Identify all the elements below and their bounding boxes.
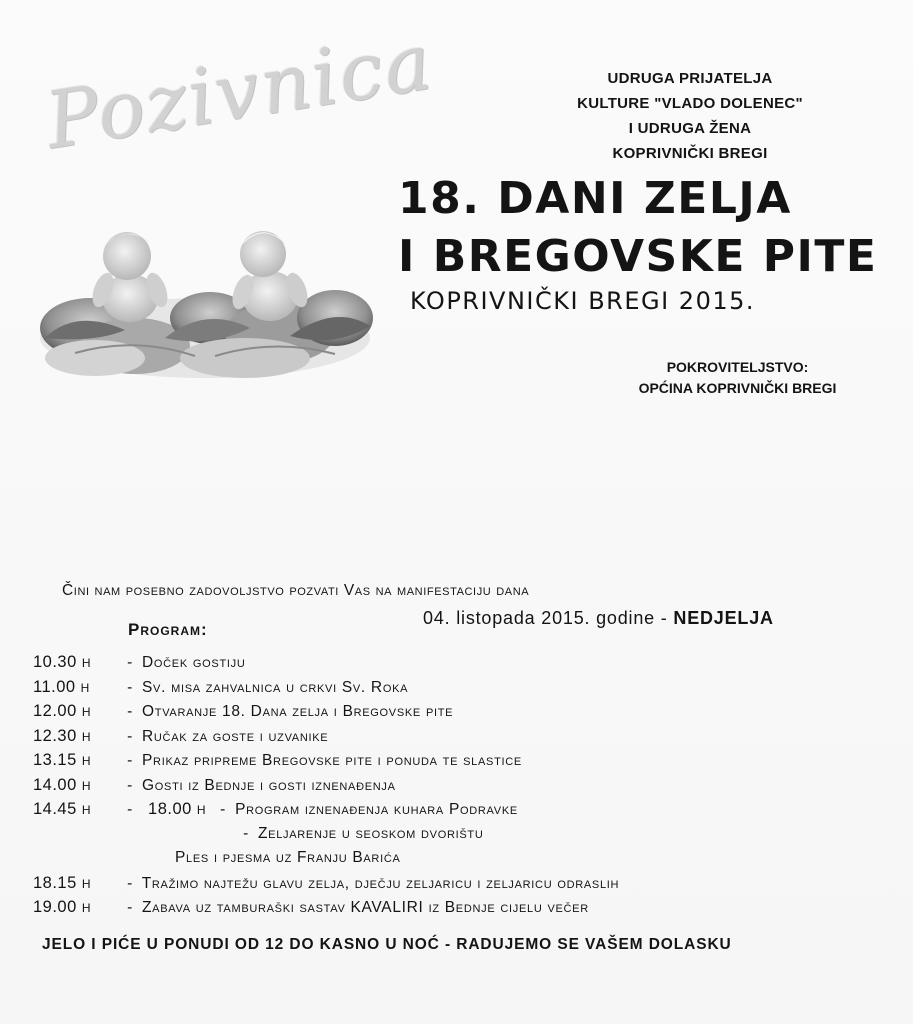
event-date [423, 608, 774, 629]
closing-line: JELO I PIĆE U PONUDI OD 12 DO KASNO U NOĆ - RADUJEMO SE VAŠEM DOLASKU [42, 936, 732, 953]
schedule-item: - Zeljarenje u seoskom dvorištu [243, 824, 484, 842]
event-date-text: 04. listopada 2015. godine [423, 608, 655, 628]
schedule-text: Gosti iz Bednje i gosti iznenađenja [142, 776, 396, 794]
schedule-time: 10.30 h [33, 653, 92, 671]
babies-in-cabbages-image [35, 218, 375, 383]
schedule-time: 18.15 h [33, 873, 92, 892]
schedule-text: Sv. misa zahvalnica u crkvi Sv. Roka [142, 678, 409, 696]
schedule-text: Otvaranje 18. Dana zelja i Bregovske pite [142, 703, 454, 720]
organizer-line: I UDRUGA ŽENA [628, 120, 752, 137]
organizer-line: KOPRIVNIČKI BREGI [612, 145, 768, 162]
schedule-list [33, 650, 893, 920]
schedule-time: 11.00 h [33, 677, 90, 696]
script-title: Pozivnica [40, 17, 440, 167]
schedule-item: 12.30 h - Ručak za goste i uzvanike [33, 724, 893, 749]
schedule-item: 10.30 h - Doček gostiju [33, 650, 893, 675]
patron-label: POKROVITELJSTVO: [666, 359, 809, 375]
organizer-line: UDRUGA PRIJATELJA [607, 70, 773, 87]
event-title [398, 170, 877, 286]
event-title-line1: 18. DANI ZELJA [398, 173, 792, 224]
patronage [600, 357, 875, 399]
schedule-time: 14.45 h [33, 800, 92, 818]
schedule-text: Zeljarenje u seoskom dvorištu [258, 824, 484, 842]
schedule-item: 12.00 h - Otvaranje 18. Dana zelja i Bregovske pite [33, 699, 893, 724]
organizer-line: KULTURE "VLADO DOLENEC" [577, 95, 803, 112]
schedule-item: 11.00 h - Sv. misa zahvalnica u crkvi Sv. Roka [33, 675, 893, 700]
schedule-text: Zabava uz tamburaški sastav KAVALIRI iz Bednje cijelu večer [142, 899, 589, 916]
schedule-text: Tražimo najtežu glavu zelja, dječju zeljaricu i zeljaricu odraslih [141, 874, 620, 892]
organizers [520, 66, 860, 166]
schedule-item [33, 846, 893, 871]
schedule-item: 13.15 h - Prikaz pripreme Bregovske pite i ponuda te slastice [33, 748, 893, 773]
schedule-time-end: 18.00 h [148, 800, 207, 818]
date-separator: - [660, 608, 668, 628]
schedule-text: Ručak za goste i uzvanike [142, 727, 329, 745]
invitation-intro: Čini nam posebno zadovoljstvo pozvati Vas na manifestaciju dana [62, 582, 530, 599]
schedule-text: Prikaz pripreme Bregovske pite i ponuda te slastice [142, 752, 522, 769]
schedule-time: 19.00 h [33, 898, 92, 916]
patron-name: OPĆINA KOPRIVNIČKI BREGI [638, 380, 837, 396]
schedule-item: 14.00 h - Gosti iz Bednje i gosti iznenađenja [33, 773, 893, 798]
schedule-item: 14.45 h - 18.00 h - Program iznenađenja kuhara Podravke [33, 797, 893, 822]
schedule-item: 18.15 h - Tražimo najtežu glavu zelja, dječju zeljaricu i zeljaricu odraslih [33, 871, 893, 896]
schedule-time: 14.00 h [33, 775, 92, 794]
schedule-text: Program iznenađenja kuhara Podravke [235, 801, 518, 818]
schedule-time: 12.30 h [33, 726, 92, 745]
schedule-time: 12.00 h [33, 702, 92, 720]
schedule-time: 13.15 h [33, 751, 92, 769]
schedule-item: 19.00 h - Zabava uz tamburaški sastav KAVALIRI iz Bednje cijelu večer [33, 895, 893, 920]
event-subtitle: KOPRIVNIČKI BREGI 2015. [410, 287, 756, 315]
program-heading: Program: [128, 620, 208, 639]
schedule-text: Ples i pjesma uz Franju Barića [175, 849, 401, 866]
event-day: NEDJELJA [673, 608, 774, 628]
schedule-text: Doček gostiju [142, 654, 246, 671]
event-title-line2: I BREGOVSKE PITE [398, 231, 878, 282]
